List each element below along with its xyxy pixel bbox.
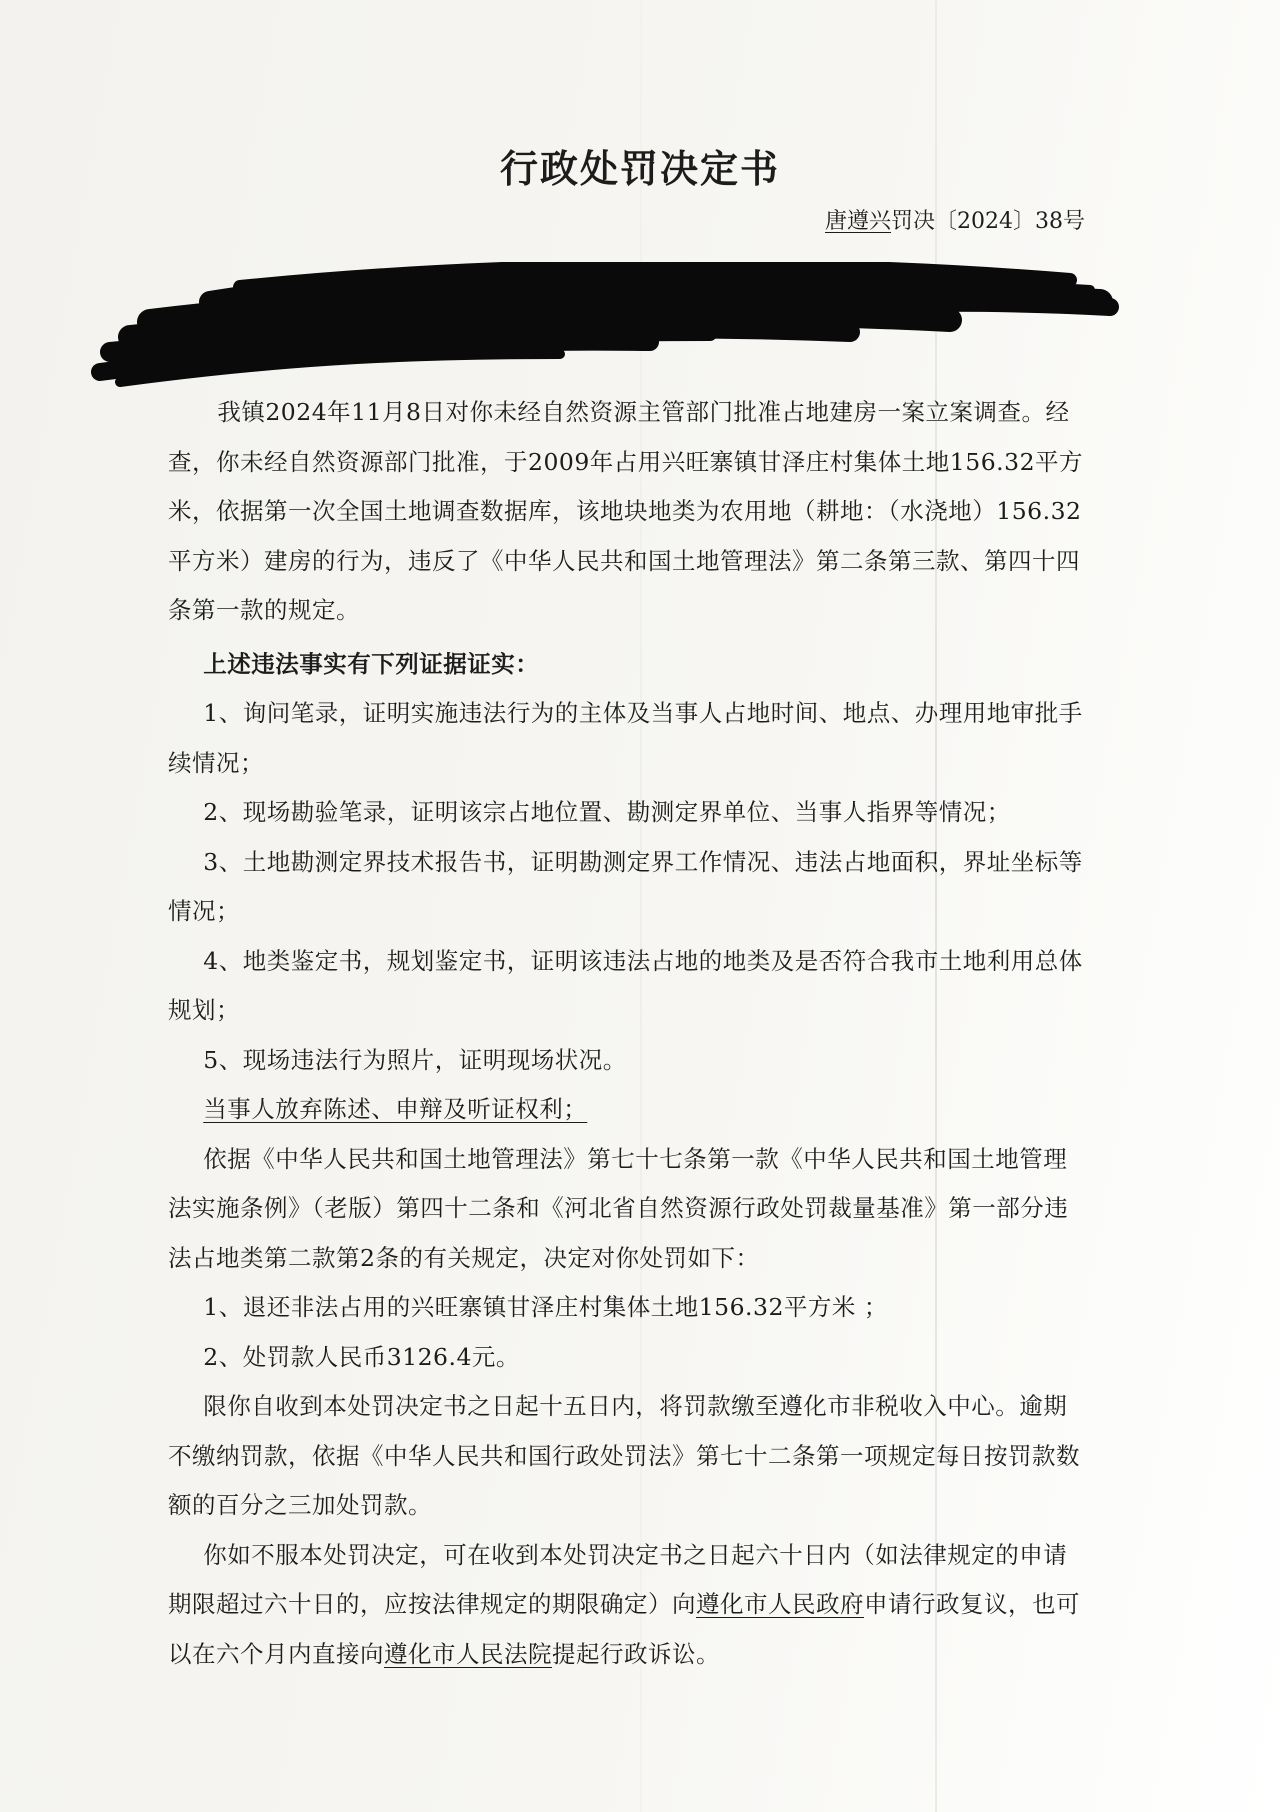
evidence-item: 2、现场勘验笔录，证明该宗占地位置、勘测定界单位、当事人指界等情况； [203,798,1011,826]
evidence-item: 5、现场违法行为照片，证明现场状况。 [203,1045,627,1074]
appeal-paragraph [168,1531,1088,1680]
document-number-suffix: 罚决〔2024〕38号 [891,209,1085,234]
document-number-prefix: 唐遵兴 [825,209,892,234]
evidence-item: 4、地类鉴定书，规划鉴定书，证明该违法占地的地类及是否符合我市土地利用总体规划； [168,946,1083,1024]
penalty-item: 1、退还非法占用的兴旺寨镇甘泽庄村集体土地156.32平方米 ； [203,1293,888,1321]
appeal-text: 你如不服本处罚决定，可在收到本处罚决定书之日起六十日内（如法律规定的申请期限超过六十日的，应按法律规定的期限确定）向 [168,1540,1068,1618]
appeal-text: 提起行政诉讼。 [552,1639,720,1668]
document-title: 行政处罚决定书 [499,146,780,191]
penalty-item: 2、处罚款人民币3126.4元。 [203,1342,520,1371]
document-number [825,204,1085,235]
evidence-heading: 上述违法事实有下列证据证实： [203,649,540,678]
intro-paragraph: 我镇2024年11月8日对你未经自然资源主管部门批准占地建房一案立案调查。经查，你未经自然资源部门批准，于2009年占用兴旺寨镇甘泽庄村集体土地156.32平方米，依据第一次全国土地调查数据库，该地块地类为农用地（耕地：（水浇地）156.32平方米）建房的行为，违反了《中华人民共和国土地管理法》第二条第三款、第四十四条第一款的规定。 [168,398,1084,624]
appeal-government: 遵化市人民政府 [696,1590,864,1618]
appeal-court: 遵化市人民法院 [384,1639,552,1668]
redaction-scribble [90,262,1120,392]
evidence-item: 1、询问笔录，证明实施违法行为的主体及当事人占地时间、地点、办理用地审批手续情况； [168,699,1083,777]
evidence-item: 3、土地勘测定界技术报告书，证明勘测定界工作情况、违法占地面积，界址坐标等情况； [168,847,1083,925]
payment-paragraph: 限你自收到本处罚决定书之日起十五日内，将罚款缴至遵化市非税收入中心。逾期不缴纳罚款，依据《中华人民共和国行政处罚法》第七十二条第一项规定每日按罚款数额的百分之三加处罚款。 [168,1392,1080,1519]
waiver-statement [168,1085,1088,1135]
waiver-text: 当事人放弃陈述、申辩及听证权利； [203,1095,588,1123]
legal-basis-paragraph: 依据《中华人民共和国土地管理法》第七十七条第一款《中华人民共和国土地管理法实施条例》（老版）第四十二条和《河北省自然资源行政处罚裁量基准》第一部分违法占地类第二款第2条的有关规定，决定对你处罚如下： [168,1144,1069,1272]
document-body [168,388,1088,1679]
appeal-text: 申请行政复议，也可以在六个月内直接向 [168,1590,1080,1668]
